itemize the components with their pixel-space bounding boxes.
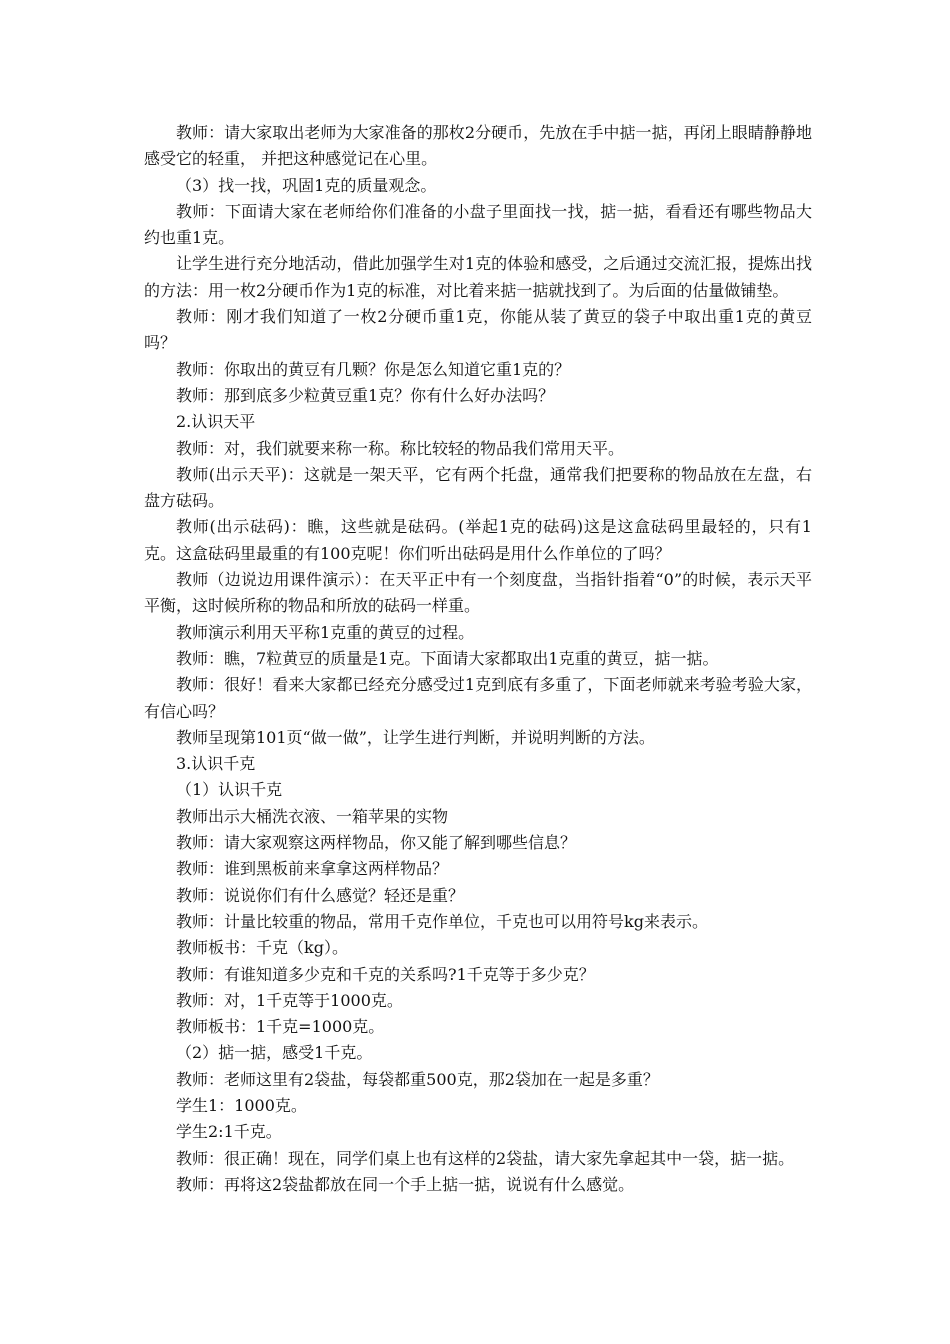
paragraph: 学生1：1000克。 xyxy=(176,1095,307,1115)
paragraph: 教师(出示天平)：这就是一架天平，它有两个托盘，通常我们把要称的物品放在左盘，右盘方砝码。 xyxy=(144,464,812,511)
paragraph: 教师(出示砝码)：瞧，这些就是砝码。(举起1克的砝码)这是这盒砝码里最轻的，只有1克。这盒砝码里最重的有100克呢！你们听出砝码是用什么作单位的了吗？ xyxy=(144,517,812,563)
section-heading: 3.认识千克 xyxy=(176,754,256,774)
paragraph: 教师演示利用天平称1克重的黄豆的过程。 xyxy=(176,622,475,642)
subsection-heading: （2）掂一掂，感受1千克。 xyxy=(176,1043,373,1063)
paragraph: 教师：那到底多少粒黄豆重1克？你有什么好办法吗？ xyxy=(176,385,555,405)
paragraph: 教师板书：千克（kg）。 xyxy=(176,938,348,958)
paragraph: 教师：计量比较重的物品，常用千克作单位，千克也可以用符号kg来表示。 xyxy=(176,911,708,931)
document-body xyxy=(144,120,812,1198)
paragraph: 教师板书：1千克=1000克。 xyxy=(176,1017,385,1037)
paragraph: 教师：很正确！现在，同学们桌上也有这样的2袋盐，请大家先拿起其中一袋，掂一掂。 xyxy=(176,1148,795,1168)
paragraph: 教师：请大家观察这两样物品，你又能了解到哪些信息？ xyxy=(176,833,577,853)
paragraph: 教师：再将这2袋盐都放在同一个手上掂一掂，说说有什么感觉。 xyxy=(176,1174,635,1194)
section-heading: 2.认识天平 xyxy=(176,412,256,432)
paragraph: 教师：刚才我们知道了一枚2分硬币重1克，你能从装了黄豆的袋子中取出重1克的黄豆吗？ xyxy=(144,307,812,353)
paragraph: 学生2:1千克。 xyxy=(176,1122,282,1142)
paragraph: 教师：对，1千克等于1000克。 xyxy=(176,990,403,1010)
paragraph: 教师出示大桶洗衣液、一箱苹果的实物 xyxy=(176,806,449,826)
subsection-heading: （1）认识千克 xyxy=(176,780,283,800)
paragraph: 教师：老师这里有2袋盐，每袋都重500克，那2袋加在一起是多重？ xyxy=(176,1069,659,1089)
paragraph: 教师：有谁知道多少克和千克的关系吗?1千克等于多少克？ xyxy=(176,964,595,984)
paragraph: 教师：下面请大家在老师给你们准备的小盘子里面找一找，掂一掂，看看还有哪些物品大约也重1克。 xyxy=(144,201,812,248)
paragraph: 教师（边说边用课件演示）：在天平正中有一个刻度盘，当指针指着“0”的时候，表示天平平衡，这时候所称的物品和所放的砝码一样重。 xyxy=(144,570,812,616)
paragraph: 教师呈现第101页“做一做”，让学生进行判断，并说明判断的方法。 xyxy=(176,727,655,747)
paragraph: 教师：谁到黑板前来拿拿这两样物品？ xyxy=(176,859,449,879)
paragraph: 教师：说说你们有什么感觉？轻还是重？ xyxy=(176,885,465,905)
paragraph: 教师：很好！看来大家都已经充分感受过1克到底有多重了，下面老师就来考验考验大家，有信心吗？ xyxy=(144,675,812,721)
paragraph: 让学生进行充分地活动，借此加强学生对1克的体验和感受，之后通过交流汇报，提炼出找的方法：用一枚2分硬币作为1克的标准，对比着来掂一掂就找到了。为后面的估量做铺垫。 xyxy=(144,254,812,300)
paragraph: 教师：瞧，7粒黄豆的质量是1克。下面请大家都取出1克重的黄豆，掂一掂。 xyxy=(176,648,719,668)
paragraph: 教师：请大家取出老师为大家准备的那枚2分硬币，先放在手中掂一掂，再闭上眼睛静静地感受它的轻重， 并把这种感觉记在心里。 xyxy=(144,123,812,169)
paragraph: 教师：你取出的黄豆有几颗？你是怎么知道它重1克的？ xyxy=(176,359,571,379)
paragraph: 教师：对，我们就要来称一称。称比较轻的物品我们常用天平。 xyxy=(176,438,625,458)
paragraph: （3）找一找，巩固1克的质量观念。 xyxy=(176,175,437,195)
